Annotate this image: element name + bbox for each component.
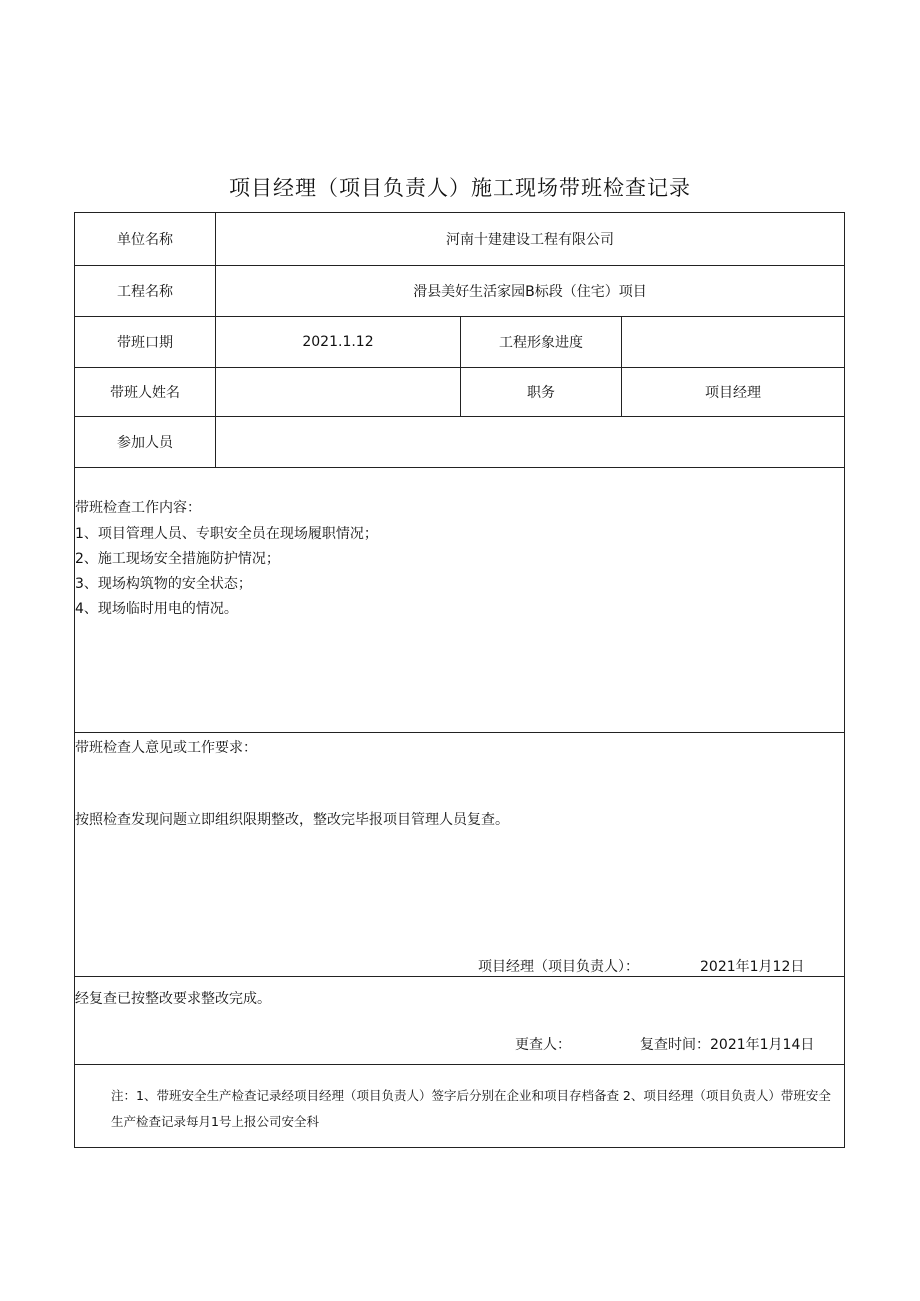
position-value: 项目经理 xyxy=(705,385,761,401)
row-divider xyxy=(75,976,844,977)
signer-label: 项目经理（项目负责人）： xyxy=(478,959,639,975)
footnote: 注：1、带班安全生产检查记录经项目经理（项目负责人）签字后分别在企业和项目存档备查 2、项目经理（项目负责人）带班安全生产检查记录每月1号上报公司安全科 xyxy=(111,1088,831,1129)
unit-label: 单位名称 xyxy=(117,232,173,248)
review-time: 复查时间：2021年1月14日 xyxy=(640,1037,815,1053)
opinion-heading: 带班检查人意见或工作要求： xyxy=(75,740,257,756)
project-label: 工程名称 xyxy=(117,284,173,300)
row-divider xyxy=(75,1064,844,1065)
unit-value: 河南十建建设工程有限公司 xyxy=(446,232,614,248)
review-text: 经复查已按整改要求整改完成。 xyxy=(75,991,271,1007)
content-item: 2、施工现场安全措施防护情况； xyxy=(75,551,280,567)
project-value: 滑县美好生活家园B标段（住宅）项目 xyxy=(413,284,647,300)
participants-value xyxy=(216,417,844,467)
leader-label: 带班人姓名 xyxy=(110,385,180,401)
opinion-text: 按照检查发现问题立即组织限期整改，整改完毕报项目管理人员复查。 xyxy=(75,812,509,828)
opinion-date: 2021年1月12日 xyxy=(700,959,805,975)
date-value: 2021.1.12 xyxy=(302,334,374,350)
inspection-form xyxy=(74,212,845,1148)
row-divider xyxy=(75,732,844,733)
leader-value xyxy=(216,368,460,416)
content-item: 3、现场构筑物的安全状态； xyxy=(75,576,252,592)
progress-value xyxy=(622,317,844,367)
participants-label: 参加人员 xyxy=(117,435,173,451)
row-divider xyxy=(75,467,844,468)
content-item: 4、现场临时用电的情况。 xyxy=(75,601,238,617)
reviewer-label: 更查人： xyxy=(515,1037,571,1053)
content-item: 1、项目管理人员、专职安全员在现场履职情况； xyxy=(75,526,378,542)
progress-label: 工程形象进度 xyxy=(499,335,583,351)
position-label: 职务 xyxy=(527,385,555,401)
page-title: 项目经理（项目负责人）施工现场带班检查记录 xyxy=(229,176,691,200)
content-heading: 带班检查工作内容： xyxy=(75,500,201,516)
date-label: 带班口期 xyxy=(117,335,173,351)
